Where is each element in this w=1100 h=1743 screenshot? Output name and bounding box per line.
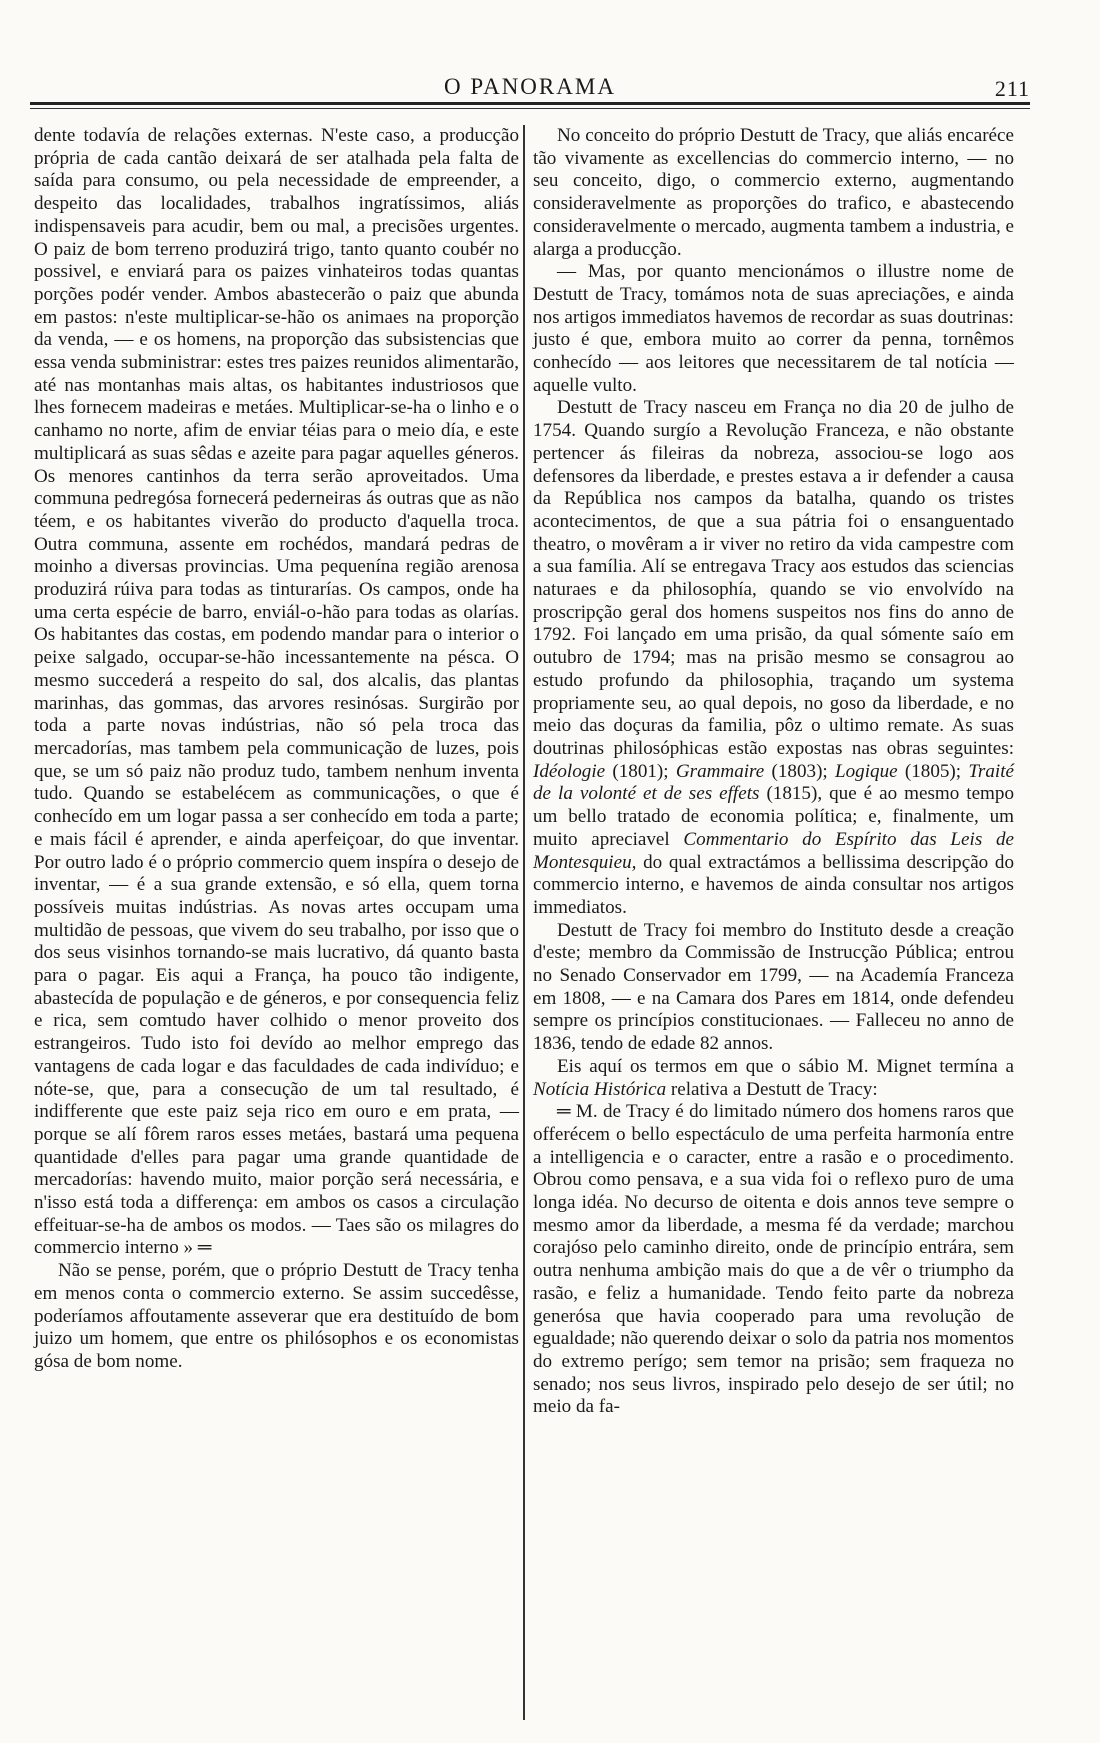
paragraph (533, 397, 1014, 919)
work-title: Commentario do Espírito das Leis de Montesquieu, (533, 828, 1014, 873)
column-divider (523, 125, 525, 1720)
text-span: (1803); (771, 760, 828, 782)
right-column (533, 125, 1014, 1419)
text-span: Destutt de Tracy nasceu em França no dia 20 de julho de 1754. Quando surgío a Revolução Franceza, e não obstante pertencer ás fileiras da nobreza, associou-se logo aos defensores da liberdade, e prestes estava a ir defender a causa da República nos campos da batalha, quando os tristes acontecimentos, de que a sua pátria foi o ensanguentado theatro, o movêram a ir viver no retiro da vida campestre com a sua família. Alí se entregava Tracy aos estudos das sciencias naturaes e da philosophía, quando se vio envolvído na proscripção geral dos homens suspeitos nos fins do anno de 1792. Foi lançado em uma prisão, da qual sómente saío em outubro de 1794; mas na prisão mesmo se consagrou ao estudo profundo da philosophia, traçando um systema propriamente seu, ao qual depois, no goso da liberdade, e no meio das doçuras da familia, pôz o ultimo remate. As suas doutrinas philosóphicas estão expostas nas obras seguintes: (533, 397, 1014, 759)
text-span: (1805); (904, 760, 962, 782)
text-span: relativa a Destutt de Tracy: (670, 1078, 878, 1100)
text-span: do qual extractámos a bellissima descripção do commercio interno, e havemos de ainda consultar nos artigos immediatos. (533, 851, 1014, 918)
paragraph: — Mas, por quanto mencionámos o illustre nome de Destutt de Tracy, tomámos nota de suas apreciações, e ainda nos artigos immediatos havemos de recordar as suas doutrinas: justo é que, embora muito ao correr da penna, tornêmos conhecído — aos leitores que necessitarem de tal notícia — aquelle vulto. (533, 261, 1014, 396)
page-title: O PANORAMA (444, 74, 616, 99)
page-header (30, 68, 1030, 108)
text-span: (1801); (612, 760, 669, 782)
page-number: 211 (994, 76, 1030, 101)
work-title: Idéologie (533, 760, 606, 782)
work-title: Notícia Histórica (533, 1078, 667, 1100)
work-title: Traité de la volonté et de ses effets (533, 760, 1014, 805)
paragraph: dente todavía de relações externas. N'este caso, a producção própria de cada cantão deixará de ser atalhada pela falta de saída para consumo, ou pela necessidade de empreender, a despeito das localidades, trabalhos ingratíssimos, aliás indispensaveis para acudir, bem ou mal, a precisões urgentes. O paiz de bom terreno produzirá trigo, tanto quanto coubér no possivel, e enviará para os paizes vinhateiros todas quantas porções podér vender. Ambos abastecerão o paiz que abunda em pastos: n'este multiplicar-se-hão os animaes na proporção da venda, — e os homens, na proporção das subsistencias que essa venda subministrar: estes tres paizes reunidos alimentarão, até nas montanhas mais altas, os habitantes industriosos que lhes fornecem madeiras e metáes. Multiplicar-se-ha o linho e o canhamo no norte, afim de enviar téias para o meio día, e este multiplicará as suas sêdas e azeite para pagar aquelles géneros. Os menores cantinhos da terra serão aproveitados. Uma communa pedregósa fornecerá pederneiras ás outras que as não téem, e os habitantes viverão do producto d'aquella troca. Outra communa, assente em rochédos, mandará pedras de moinho a diversas provincias. Uma pequenína região arenosa produzirá rúiva para todas as tinturarías. Os campos, onde ha uma certa espécie de barro, enviál-o-hão para todas as olarías. Os habitantes das costas, em podendo mandar para o interior o peixe salgado, occupar-se-hão incessantemente na pésca. O mesmo succederá a respeito do sal, dos alcalis, das plantas marinhas, das gommas, das arvores resinósas. Surgirão por toda a parte novas indústrias, não só pela troca das mercadorías, mas tambem pela communicação de luzes, pois que, se um só paiz não produz tudo, tambem nenhum inventa tudo. Quando se estabelécem as communicações, o que é conhecído em um logar passa a ser conhecído em toda a parte; e mais fácil é aprender, e ainda aperfeiçoar, do que inventar. Por outro lado é o próprio commercio quem inspíra o desejo de inventar, — é a sua grande extensão, e só ella, quem torna possíveis muitas indústrias. As novas artes occupam uma multidão de pessoas, que vivem do seu trabalho, por isso que o dos seus visinhos tornando-se mais lucrativo, dá quanto basta para o pagar. Eis aqui a França, ha pouco tão indigente, abastecída de população e de géneros, e por consequencia feliz e rica, sem comtudo haver colhido o menor proveito dos estrangeiros. Tudo isto foi devído ao melhor emprego das vantagens de cada logar e das faculdades de cada indivíduo; e nóte-se, que, para a consecução de um tal resultado, é indifferente que este paiz seja rico em ouro e em prata, — porque se alí fôrem raros esses metáes, bastará uma pequena quantidade d'elles para pagar uma grande quantidade de mercadorías: havendo muito, maior porção será necessária, e n'isso está toda a differença: em ambos os casos a circulação effeituar-se-ha de ambos os modos. — Taes são os milagres do commercio interno » ═ (34, 125, 519, 1259)
header-rule-thin (30, 108, 1030, 109)
text-span: (1815), que é ao mesmo tempo um bello tratado de economia política; e, finalmente, um muito apreciavel (533, 783, 1014, 850)
text-span: Eis aquí os termos em que o sábio M. Mignet termína a (557, 1055, 1014, 1077)
paragraph: ═ M. de Tracy é do limitado número dos homens raros que offerécem o bello espectáculo de uma perfeita harmonía entre a intelligencia e o caracter, entre a rasão e o procedimento. Obrou como pensava, e a sua vida foi o reflexo puro de uma longa idéa. No decurso de oitenta e dois annos teve sempre o mesmo amor da liberdade, a mesma fé da verdade; marchou corajóso pelo caminho direito, onde de princípio entrára, sem outra nenhuma ambição mais do que a de vêr o triumpho da rasão, e feliz a humanidade. Tendo feito parte da nobreza generósa que havia cooperado para uma revolução de egualdade; não querendo deixar o solo da patria nos momentos do extremo perígo; sem temor na prisão; sem fraqueza no senado; nos seus livros, inspirado pelo desejo de ser útil; no meio da fa- (533, 1101, 1014, 1418)
paragraph: No conceito do próprio Destutt de Tracy, que aliás encaréce tão vivamente as excellencias do commercio interno, — no seu conceito, digo, o commercio externo, augmentando consideravelmente as proporções do trafico, e abastecendo consideravelmente o mercado, augmenta tambem a industria, e alarga a producção. (533, 125, 1014, 260)
header-rule-thick (30, 102, 1030, 105)
left-column (34, 125, 519, 1374)
work-title: Grammaire (675, 760, 765, 782)
paragraph (533, 1056, 1014, 1101)
work-title: Logique (835, 760, 898, 782)
paragraph: Não se pense, porém, que o próprio Destutt de Tracy tenha em menos conta o commercio externo. Se assim succedêsse, poderíamos affoutamente asseverar que era destituído de bom juizo um homem, que entre os philósophos e os economistas gósa de bom nome. (34, 1260, 519, 1372)
paragraph: Destutt de Tracy foi membro do Instituto desde a creação d'este; membro da Commissão de Instrucção Pública; entrou no Senado Conservador em 1799, — na Academía Franceza em 1808, — e na Camara dos Pares em 1814, onde defendeu sempre os princípios constitucionaes. — Falleceu no anno de 1836, tendo de edade 82 annos. (533, 919, 1014, 1055)
